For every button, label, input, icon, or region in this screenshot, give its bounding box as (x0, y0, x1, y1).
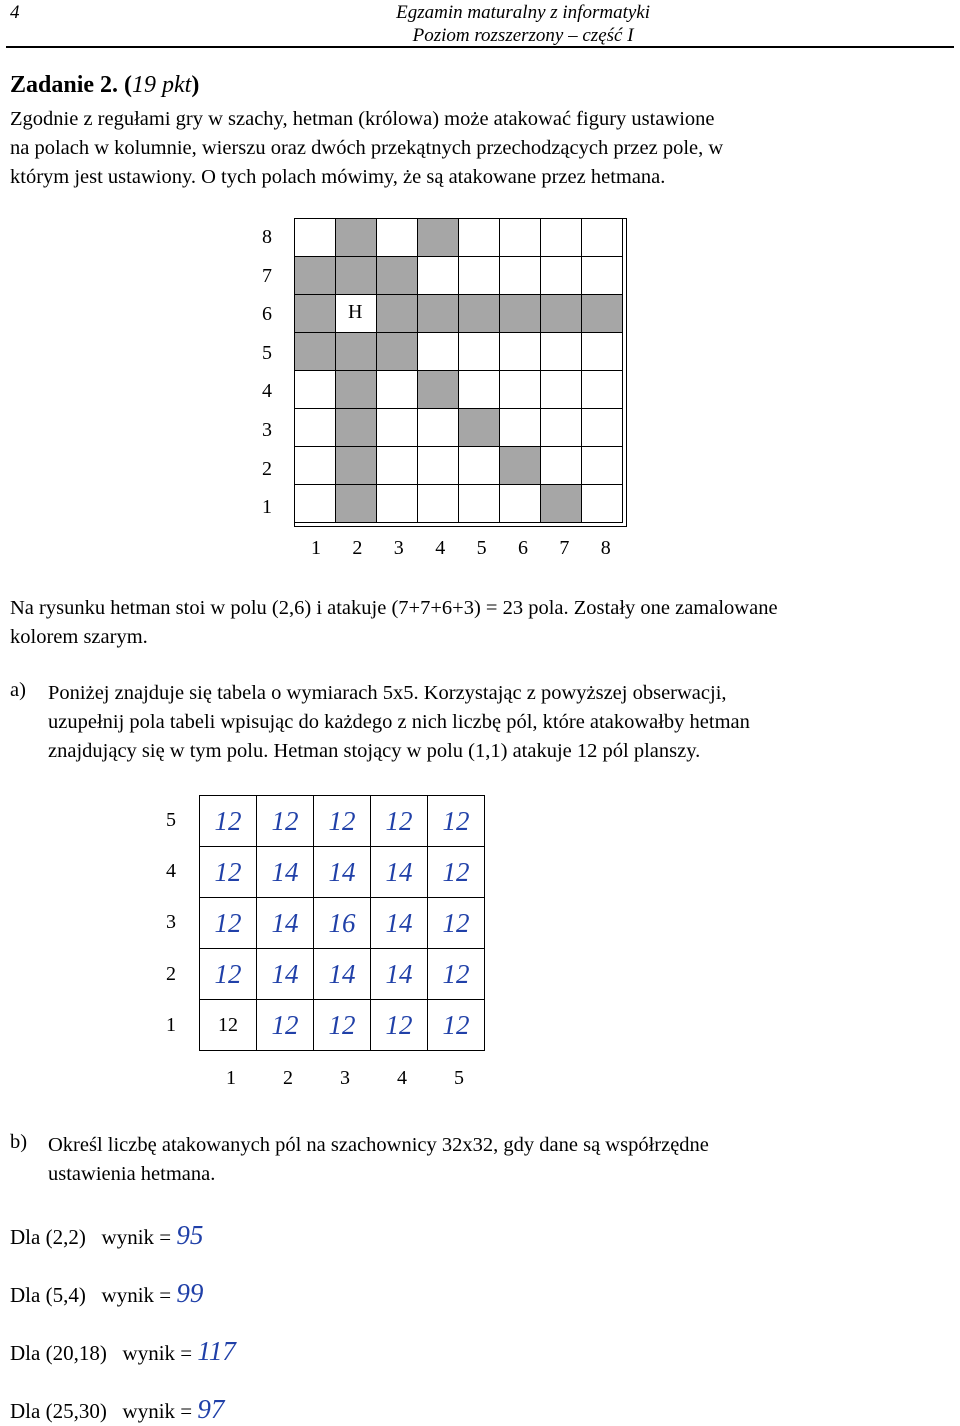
result-answer[interactable]: 97 (197, 1394, 225, 1424)
page-number: 4 (10, 2, 20, 23)
board-square (377, 485, 418, 523)
board-square (377, 371, 418, 409)
part-a-line-1: Poniżej znajduje się tabela o wymiarach 5x5. Korzystając z powyższej obserwacji, (48, 682, 727, 704)
board-square (295, 371, 336, 409)
board-row-label: 2 (262, 457, 272, 480)
part-a-label: a) (10, 679, 26, 701)
table-row-label: 4 (166, 860, 176, 883)
board-square (582, 371, 623, 409)
board-square (541, 333, 582, 371)
intro-line-1: Zgodnie z regułami gry w szachy, hetman (królowa) może atakować figury ustawione (10, 108, 715, 130)
result-label: Dla (2,2) wynik = (10, 1225, 177, 1249)
board-square (582, 447, 623, 485)
table-cell[interactable]: 12 (257, 796, 314, 847)
table-cell[interactable]: 12 (200, 796, 257, 847)
board-square (500, 257, 541, 295)
exam-header (396, 1, 650, 47)
board-square (295, 295, 336, 333)
board-col-label: 3 (393, 537, 404, 559)
board-row-label: 1 (262, 496, 272, 519)
board-square (500, 333, 541, 371)
board-square (582, 485, 623, 523)
board-square (541, 485, 582, 523)
board-square (336, 409, 377, 447)
board-square (500, 485, 541, 523)
board-col-label: 2 (352, 537, 363, 559)
task-title: Zadanie 2. (19 pkt) (10, 72, 200, 98)
table-col-label: 4 (397, 1067, 407, 1089)
chessboard (294, 218, 627, 527)
part-b-line-2: ustawienia hetmana. (48, 1163, 216, 1185)
result-line (10, 1394, 224, 1425)
exam-title: Egzamin maturalny z informatyki (396, 2, 650, 23)
part-b-label: b) (10, 1131, 28, 1153)
table-cell[interactable]: 14 (257, 949, 314, 1000)
board-square (500, 295, 541, 333)
result-answer[interactable]: 117 (197, 1336, 236, 1366)
board-square (336, 257, 377, 295)
table-cell[interactable]: 14 (257, 847, 314, 898)
intro-line-3: którym jest ustawiony. O tych polach mówimy, że są atakowane przez hetmana. (10, 166, 666, 188)
result-line (10, 1278, 203, 1309)
board-square (336, 333, 377, 371)
board-square (418, 485, 459, 523)
board-square (541, 409, 582, 447)
table-row-label: 5 (166, 809, 176, 831)
board-col-label: 7 (559, 537, 570, 559)
table-cell[interactable]: 14 (371, 949, 428, 1000)
task-points: 19 pkt (132, 72, 192, 98)
board-square (418, 447, 459, 485)
board-square (377, 333, 418, 371)
table-cell[interactable]: 12 (371, 1000, 428, 1051)
table-row-label: 1 (166, 1013, 176, 1036)
board-square (377, 257, 418, 295)
board-square (459, 409, 500, 447)
board-square (295, 257, 336, 295)
result-label: Dla (20,18) wynik = (10, 1341, 198, 1365)
board-square (541, 371, 582, 409)
result-answer[interactable]: 99 (176, 1278, 204, 1308)
board-row-label: 6 (262, 303, 272, 326)
queen-marker: H (348, 301, 363, 323)
board-row-label: 5 (262, 341, 272, 364)
table-cell[interactable]: 14 (314, 949, 371, 1000)
board-square (336, 447, 377, 485)
result-label: Dla (25,30) wynik = (10, 1399, 198, 1423)
board-square (582, 333, 623, 371)
board-square (377, 219, 418, 257)
table-cell[interactable]: 14 (371, 898, 428, 949)
table-cell[interactable]: 12 (428, 949, 485, 1000)
table-cell[interactable]: 14 (371, 847, 428, 898)
table-cell[interactable]: 12 (428, 796, 485, 847)
table-col-label: 2 (283, 1067, 293, 1089)
board-row-label: 3 (262, 419, 272, 441)
table-cell[interactable]: 12 (200, 1000, 257, 1051)
board-col-label: 8 (600, 537, 611, 559)
board-col-label: 4 (435, 537, 446, 559)
board-square (500, 409, 541, 447)
table-col-label: 3 (340, 1067, 350, 1089)
board-square (377, 409, 418, 447)
result-label: Dla (5,4) wynik = (10, 1283, 177, 1307)
table-cell[interactable]: 12 (428, 1000, 485, 1051)
result-line (10, 1336, 236, 1367)
board-square (541, 295, 582, 333)
board-row-label: 8 (262, 226, 272, 248)
board-col-label: 6 (518, 537, 528, 559)
table-cell[interactable]: 12 (200, 949, 257, 1000)
board-square (377, 447, 418, 485)
table-row-label: 3 (166, 911, 176, 934)
table-cell[interactable]: 14 (257, 898, 314, 949)
board-square (459, 333, 500, 371)
caption-line-1: Na rysunku hetman stoi w polu (2,6) i atakuje (7+7+6+3) = 23 pola. Zostały one zamalowane (10, 597, 778, 619)
table-cell[interactable]: 12 (371, 796, 428, 847)
board-square (295, 219, 336, 257)
board-col-label: 1 (311, 537, 321, 559)
board-square (418, 257, 459, 295)
table-cell[interactable]: 12 (200, 898, 257, 949)
board-square (459, 295, 500, 333)
board-square (418, 409, 459, 447)
board-square (459, 371, 500, 409)
intro-line-2: na polach w kolumnie, wierszu oraz dwóch przekątnych przechodzących przez pole, w (10, 137, 724, 159)
result-answer[interactable]: 95 (176, 1220, 204, 1250)
part-b-line-1: Określ liczbę atakowanych pól na szachownicy 32x32, gdy dane są współrzędne (48, 1134, 709, 1156)
board-square (418, 371, 459, 409)
board-square (418, 295, 459, 333)
table-row-label: 2 (166, 962, 176, 985)
board-col-label: 5 (476, 537, 487, 559)
board-square (295, 409, 336, 447)
exam-level: Poziom rozszerzony – część I (412, 25, 634, 46)
board-square (336, 371, 377, 409)
board-square (582, 219, 623, 257)
table-cell[interactable]: 16 (314, 898, 371, 949)
table-cell[interactable]: 12 (314, 796, 371, 847)
header-divider (6, 46, 954, 48)
board-square (336, 485, 377, 523)
board-square (459, 219, 500, 257)
board-square (336, 219, 377, 257)
part-a-line-3: znajdujący się w tym polu. Hetman stojący w polu (1,1) atakuje 12 pól planszy. (48, 740, 701, 762)
board-square (377, 295, 418, 333)
board-square (500, 371, 541, 409)
table-cell[interactable]: 12 (428, 898, 485, 949)
board-square (418, 219, 459, 257)
board-square (295, 485, 336, 523)
attack-count-table (199, 795, 485, 1051)
table-col-label: 1 (226, 1067, 236, 1089)
board-row-label: 4 (262, 380, 272, 403)
table-cell[interactable]: 12 (428, 847, 485, 898)
board-row-label: 7 (262, 264, 272, 287)
board-square (295, 333, 336, 371)
table-cell[interactable]: 14 (314, 847, 371, 898)
caption-line-2: kolorem szarym. (10, 626, 148, 648)
table-cell[interactable]: 12 (257, 1000, 314, 1051)
table-cell[interactable]: 12 (314, 1000, 371, 1051)
board-square (418, 333, 459, 371)
board-square (541, 219, 582, 257)
board-square (541, 447, 582, 485)
board-square (459, 447, 500, 485)
board-square (459, 485, 500, 523)
board-square (459, 257, 500, 295)
table-col-label: 5 (454, 1067, 464, 1089)
board-square (541, 257, 582, 295)
board-square (500, 447, 541, 485)
part-a-line-2: uzupełnij pola tabeli wpisując do każdego z nich liczbę pól, które atakowałby hetman (48, 711, 750, 733)
board-square (500, 219, 541, 257)
board-square (582, 257, 623, 295)
board-square (582, 295, 623, 333)
result-line (10, 1220, 203, 1251)
board-square (295, 447, 336, 485)
board-square (582, 409, 623, 447)
table-cell[interactable]: 12 (200, 847, 257, 898)
